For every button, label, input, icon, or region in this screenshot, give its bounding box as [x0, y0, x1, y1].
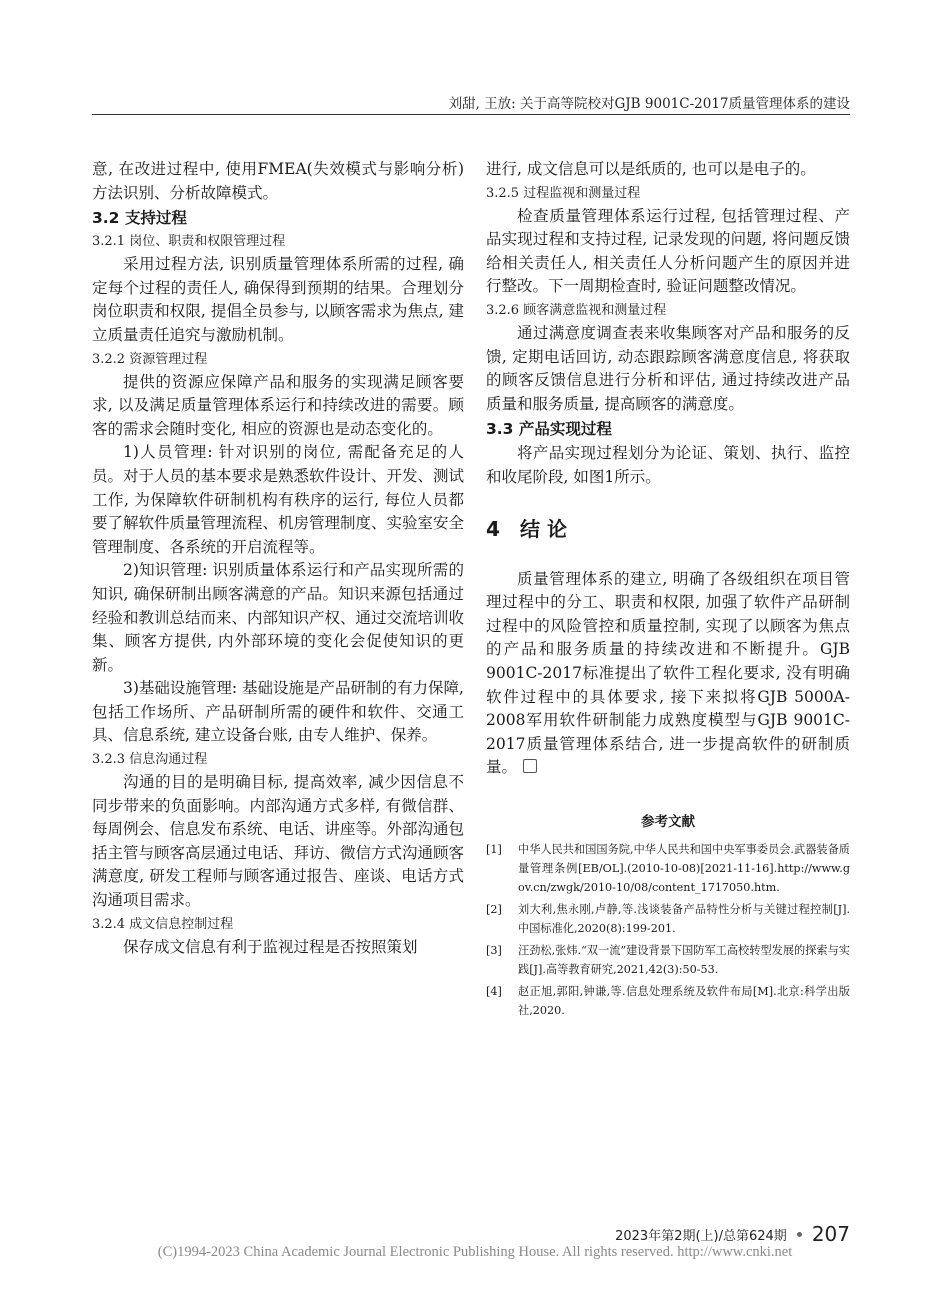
- list-item-infrastructure: 3)基础设施管理: 基础设施是产品研制的有力保障, 包括工作场所、产品研制所需的硬件和软件、交通工具、信息系统, 建立设备台账, 由专人维护、保养。: [92, 679, 464, 745]
- section-3-2-1-text: 采用过程方法, 识别质量管理体系所需的过程, 确定每个过程的责任人, 确保得到预期的结果。合理划分岗位职责和权限, 提倡全员参与, 以顾客需求为焦点, 建立质量责任追究与激励机制。: [92, 255, 464, 344]
- reference-number: [3]: [486, 943, 502, 957]
- page-number: 207: [811, 1222, 850, 1246]
- section-3-2-3-heading: 3.2.3 信息沟通过程: [92, 752, 208, 768]
- conclusion-body: 质量管理体系的建立, 明确了各级组织在项目管理过程中的分工、职责和权限, 加强了软件产品研制过程中的风险管控和质量控制, 实现了以顾客为焦点的产品和服务质量的持续改进和不断提升。GJB 9001C-2017标准提出了软件工程化要求, 没有明确软件过程中的具体要求, 接下来拟将GJB 5000A-2008军用软件研制能力成熟度模型与GJB 9001C-2017质量管理体系结合, 进一步提高软件的研制质量。: [486, 569, 850, 777]
- section-3-2-2-text: 提供的资源应保障产品和服务的实现满足顾客要求, 以及满足质量管理体系运行和持续改进的需要。顾客的需求会随时变化, 相应的资源也是动态变化的。: [92, 372, 464, 438]
- reference-text: 汪劲松,张炜.“双一流”建设背景下国防军工高校转型发展的探索与实践[J].高等教育研究,2021,42(3):50-53.: [518, 943, 850, 976]
- reference-number: [1]: [486, 842, 502, 856]
- right-column: [486, 158, 850, 1023]
- reference-item: [486, 982, 850, 1020]
- section-4-heading: [486, 516, 850, 542]
- footer-bullet-icon: [797, 1232, 802, 1237]
- section-3-2-6-text: 通过满意度调查表来收集顾客对产品和服务的反馈, 定期电话回访, 动态跟踪顾客满意度信息, 将获取的顾客反馈信息进行分析和评估, 通过持续改进产品质量和服务质量, 提高顾客的满意度。: [486, 323, 850, 413]
- end-of-article-icon: [523, 759, 537, 773]
- references-list: [486, 840, 850, 1020]
- list-item-knowledge: 2)知识管理: 识别质量体系运行和产品实现所需的知识, 确保研制出顾客满意的产品。知识来源包括通过经验和教训总结而来、内部知识产权、通过交流培训收集、顾客方提供, 内外部环境的变化会促使知识的更新。: [92, 561, 465, 674]
- running-header: 刘甜, 王放: 关于高等院校对GJB 9001C-2017质量管理体系的建设: [448, 96, 850, 112]
- issue-info: 2023年第2期(上)/总第624期: [615, 1228, 787, 1244]
- section-3-2-5-heading: 3.2.5 过程监视和测量过程: [486, 185, 641, 201]
- reference-item: [486, 900, 850, 938]
- section-4-number: 4: [486, 516, 500, 541]
- reference-text: 刘大利,焦永刚,卢静,等.浅谈装备产品特性分析与关键过程控制[J].中国标准化,2020(8):199-201.: [518, 902, 850, 935]
- section-3-2-4-heading: 3.2.4 成文信息控制过程: [92, 916, 234, 932]
- section-3-2-2-heading: 3.2.2 资源管理过程: [92, 351, 208, 367]
- reference-number: [4]: [486, 984, 502, 998]
- copyright-watermark: (C)1994-2023 China Academic Journal Electronic Publishing House. All rights reserved. http://www.cnki.net: [157, 1244, 793, 1260]
- section-3-2-heading: 3.2 支持过程: [92, 209, 187, 228]
- reference-text: 中华人民共和国国务院,中华人民共和国中央军事委员会.武器装备质量管理条例[EB/OL].(2010-10-08)[2021-11-16].http://www.gov.cn/zwgk/2010-10/08/content_1717050.htm.: [518, 842, 850, 894]
- section-4-title: 结 论: [520, 516, 567, 541]
- section-3-2-6-heading: 3.2.6 顾客满意监视和测量过程: [486, 302, 667, 318]
- section-3-3-text: 将产品实现过程划分为论证、策划、执行、监控和收尾阶段, 如图1所示。: [486, 444, 850, 486]
- reference-text: 赵正旭,郭阳,钟谦,等.信息处理系统及软件布局[M].北京:科学出版社,2020.: [518, 984, 850, 1017]
- reference-number: [2]: [486, 902, 502, 916]
- conclusion-text: [486, 568, 850, 780]
- list-item-personnel: 1)人员管理: 针对识别的岗位, 需配备充足的人员。对于人员的基本要求是熟悉软件设计、开发、测试工作, 为保障软件研制机构有秩序的运行, 每位人员都要了解软件质量管理流程、机房管理制度、实验室安全管理制度、各系统的开启流程等。: [92, 443, 465, 556]
- paragraph-continuation-right: 进行, 成文信息可以是纸质的, 也可以是电子的。: [486, 160, 816, 178]
- section-3-2-5-text: 检查质量管理体系运行过程, 包括管理过程、产品实现过程和支持过程, 记录发现的问题, 将问题反馈给相关责任人, 相关责任人分析问题产生的原因并进行整改。下一周期检查时, 验证问题整改情况。: [486, 206, 850, 296]
- left-column: [92, 158, 464, 959]
- section-3-2-3-text: 沟通的目的是明确目标, 提高效率, 减少因信息不同步带来的负面影响。内部沟通方式多样, 有微信群、每周例会、信息发布系统、电话、讲座等。外部沟通包括主管与顾客高层通过电话、拜访、微信方式沟通顾客满意度, 研发工程师与顾客通过报告、座谈、电话方式沟通项目需求。: [92, 773, 465, 910]
- reference-item: [486, 941, 850, 979]
- section-3-2-1-heading: 3.2.1 岗位、职责和权限管理过程: [92, 234, 286, 250]
- references-heading: 参考文献: [641, 813, 695, 830]
- header-rule: [92, 114, 850, 115]
- page-footer: [600, 1222, 850, 1246]
- reference-item: [486, 840, 850, 897]
- section-3-2-4-text: 保存成文信息有利于监视过程是否按照策划: [123, 937, 418, 956]
- paragraph-continuation: 意, 在改进过程中, 使用FMEA(失效模式与影响分析)方法识别、分析故障模式。: [92, 160, 464, 202]
- section-3-3-heading: 3.3 产品实现过程: [486, 420, 612, 439]
